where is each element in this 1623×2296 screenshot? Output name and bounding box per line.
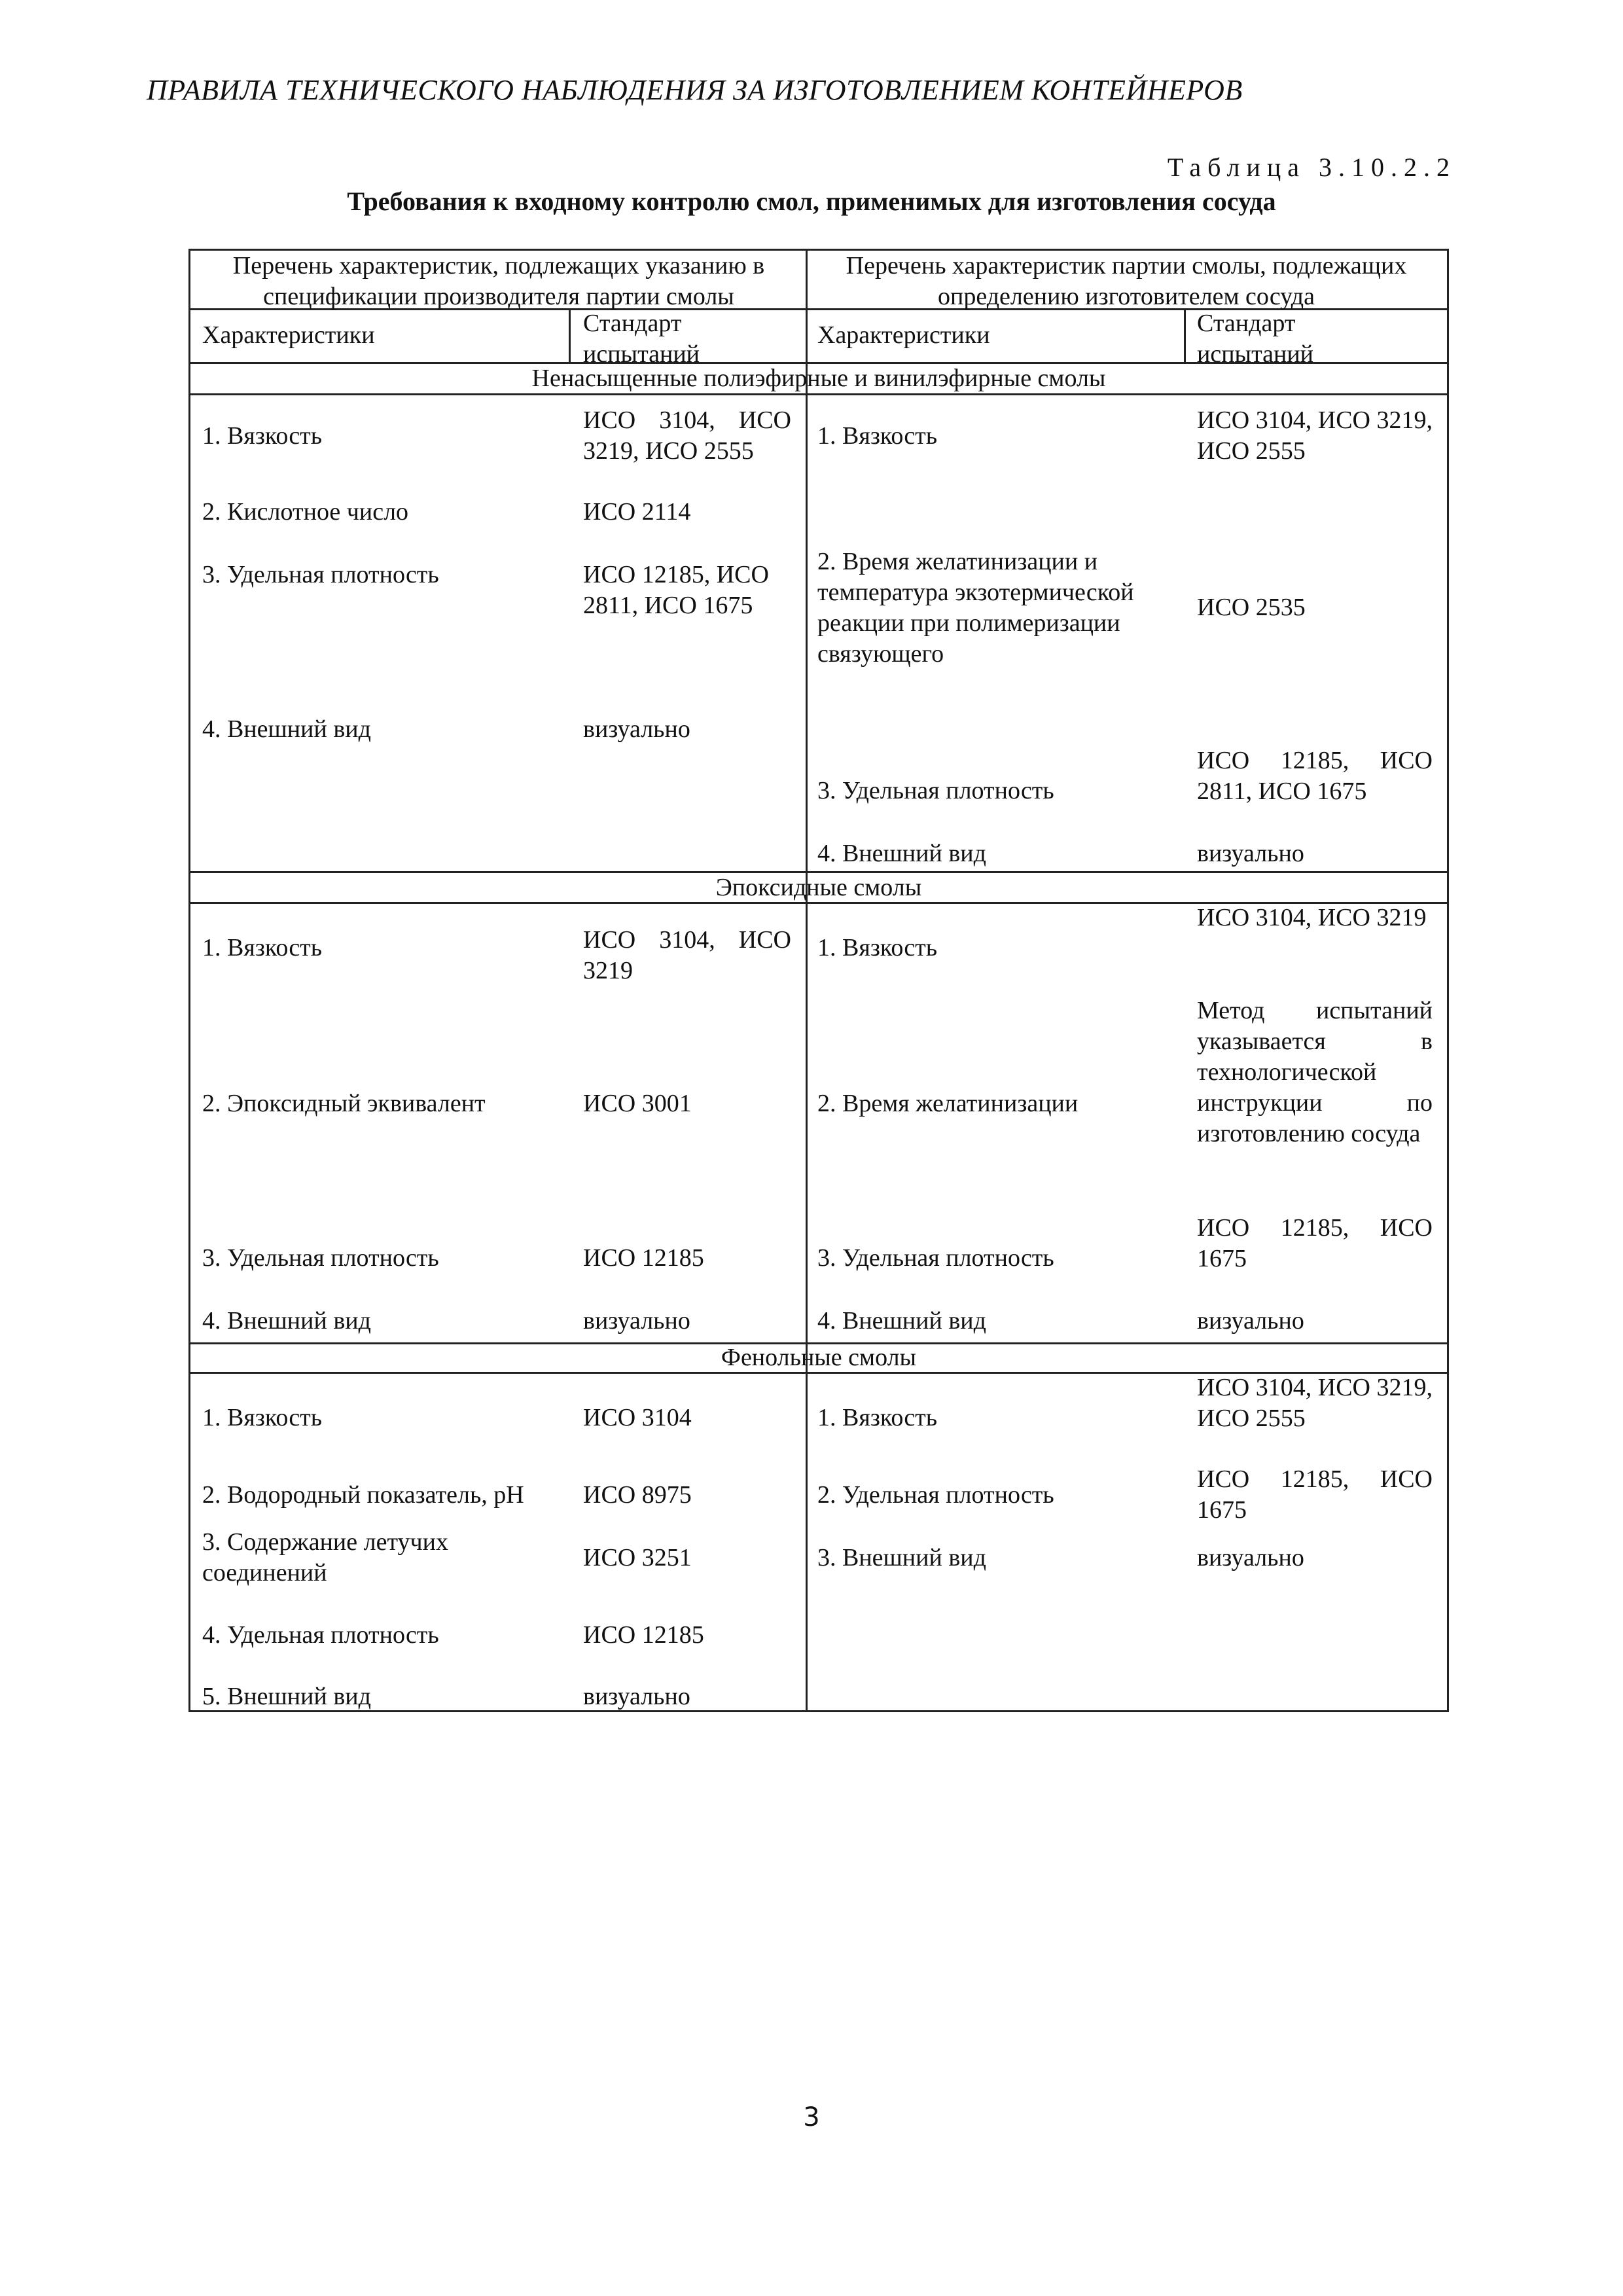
s2-right-item-4-standard: визуально (1197, 1307, 1304, 1335)
s2-left-item-1-standard: ИСО 3104, ИСО 3219 (583, 926, 791, 984)
s3-right-item-2-name: 2. Удельная плотность (817, 1481, 1054, 1509)
s2-left-item-2-standard: ИСО 3001 (583, 1090, 692, 1117)
s1-left-item-4-standard: визуально (583, 715, 690, 743)
s3-right-item-2-standard: ИСО 12185, ИСО 1675 (1197, 1465, 1433, 1524)
column-divider-center (806, 251, 808, 1710)
s1-left-item-3-name: 3. Удельная плотность (202, 561, 439, 588)
s1-left-item-4-name: 4. Внешний вид (202, 715, 371, 743)
column-header-right-standard: Стандарт испытаний (1197, 310, 1314, 368)
s1-left-item-1-standard: ИСО 3104, ИСО 3219, ИСО 2555 (583, 406, 791, 465)
s2-right-item-1-name: 1. Вязкость (817, 934, 938, 961)
s3-left-item-2-standard: ИСО 8975 (583, 1481, 692, 1509)
s1-right-item-3-standard: ИСО 12185, ИСО 2811, ИСО 1675 (1197, 747, 1433, 805)
section-title-epoxy: Эпоксидные смолы (715, 874, 922, 901)
column-divider-left-standard (569, 308, 571, 362)
s3-left-item-3-name: 3. Содержание летучих соединений (202, 1528, 448, 1587)
s3-left-item-4-standard: ИСО 12185 (583, 1621, 704, 1649)
running-header: ПРАВИЛА ТЕХНИЧЕСКОГО НАБЛЮДЕНИЯ ЗА ИЗГОТОВЛЕНИЕМ КОНТЕЙНЕРОВ (147, 74, 1243, 106)
s1-right-item-2-name: 2. Время желатинизации и температура экзотермической реакции при полимеризации связующего (817, 548, 1134, 668)
group-header-right: Перечень характеристик партии смолы, подлежащих определению изготовителем сосуда (846, 252, 1407, 310)
s3-left-item-5-name: 5. Внешний вид (202, 1683, 371, 1710)
s3-right-item-1-standard: ИСО 3104, ИСО 3219, ИСО 2555 (1197, 1374, 1433, 1432)
s3-right-item-1-name: 1. Вязкость (817, 1404, 938, 1431)
table-title: Требования к входному контролю смол, применимых для изготовления сосуда (347, 187, 1276, 216)
s2-right-item-1-standard: ИСО 3104, ИСО 3219 (1197, 904, 1427, 931)
s3-right-item-3-standard: визуально (1197, 1544, 1304, 1571)
s1-right-item-2-standard: ИСО 2535 (1197, 594, 1306, 621)
s1-right-item-1-name: 1. Вязкость (817, 422, 938, 450)
s2-left-item-3-standard: ИСО 12185 (583, 1244, 704, 1272)
s3-left-item-2-name: 2. Водородный показатель, pH (202, 1481, 524, 1509)
s2-left-item-4-standard: визуально (583, 1307, 690, 1335)
table-number: Таблица 3.10.2.2 (1167, 152, 1456, 182)
s1-right-item-1-standard: ИСО 3104, ИСО 3219, ИСО 2555 (1197, 406, 1433, 465)
s2-right-item-4-name: 4. Внешний вид (817, 1307, 986, 1335)
s1-right-item-4-name: 4. Внешний вид (817, 840, 986, 867)
s2-left-item-2-name: 2. Эпоксидный эквивалент (202, 1090, 486, 1117)
s2-right-item-3-standard: ИСО 12185, ИСО 1675 (1197, 1214, 1433, 1272)
s2-right-item-3-name: 3. Удельная плотность (817, 1244, 1054, 1272)
s1-left-item-3-standard: ИСО 12185, ИСО 2811, ИСО 1675 (583, 561, 769, 619)
s3-right-item-3-name: 3. Внешний вид (817, 1544, 986, 1571)
s1-right-item-3-name: 3. Удельная плотность (817, 777, 1054, 804)
column-divider-right-standard (1184, 308, 1186, 362)
s3-left-item-4-name: 4. Удельная плотность (202, 1621, 439, 1649)
column-header-left-standard: Стандарт испытаний (583, 310, 700, 368)
s1-right-item-4-standard: визуально (1197, 840, 1304, 867)
s2-left-item-4-name: 4. Внешний вид (202, 1307, 371, 1335)
group-header-left: Перечень характеристик, подлежащих указанию в спецификации производителя партии смолы (232, 252, 765, 310)
s3-left-item-1-name: 1. Вязкость (202, 1404, 323, 1431)
section-title-phenolic: Фенольные смолы (721, 1344, 917, 1371)
s1-left-item-1-name: 1. Вязкость (202, 422, 323, 450)
s2-left-item-3-name: 3. Удельная плотность (202, 1244, 439, 1272)
s2-right-item-2-name: 2. Время желатинизации (817, 1090, 1079, 1117)
s2-left-item-1-name: 1. Вязкость (202, 934, 323, 961)
s1-left-item-2-name: 2. Кислотное число (202, 498, 409, 526)
page-number: 3 (803, 2102, 820, 2132)
section-title-polyester: Ненасыщенные полиэфирные и винилэфирные смолы (531, 365, 1106, 392)
column-header-right-characteristics: Характеристики (817, 321, 990, 349)
requirements-table (188, 249, 1449, 1712)
s1-left-item-2-standard: ИСО 2114 (583, 498, 691, 526)
s3-left-item-3-standard: ИСО 3251 (583, 1544, 692, 1571)
s2-right-item-2-standard: Метод испытаний указывается в технологической инструкции по изготовлению сосуда (1197, 997, 1433, 1147)
column-header-left-characteristics: Характеристики (202, 321, 375, 349)
s3-left-item-5-standard: визуально (583, 1683, 690, 1710)
s3-left-item-1-standard: ИСО 3104 (583, 1404, 692, 1431)
